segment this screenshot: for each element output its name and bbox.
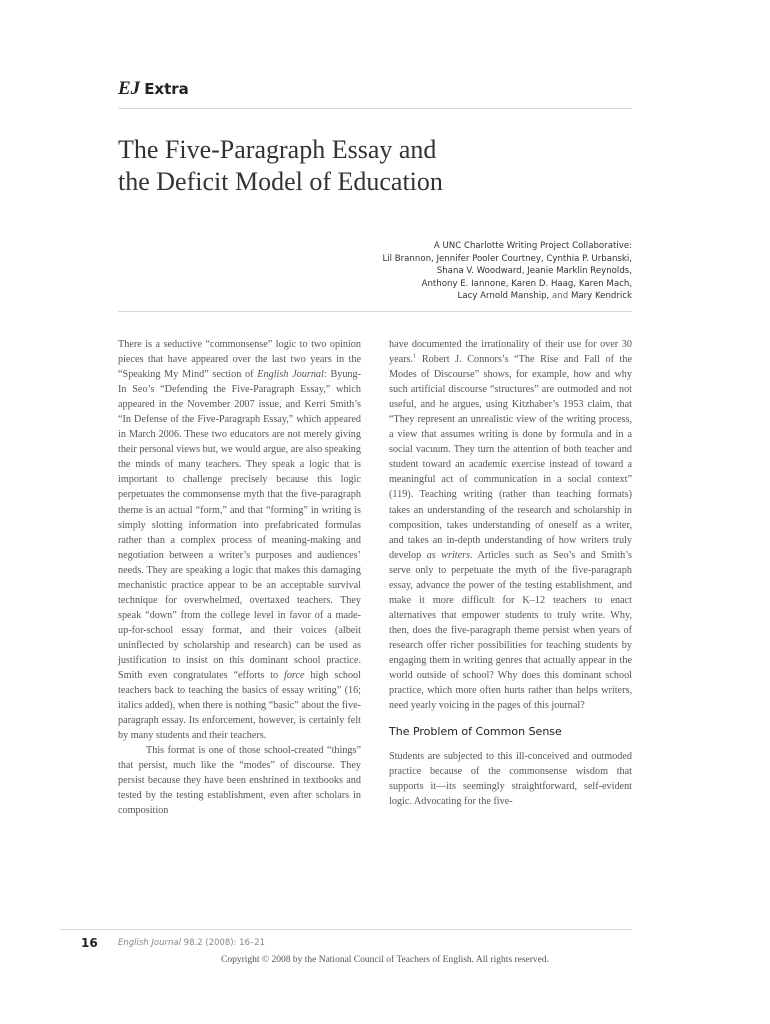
body-column-left — [118, 337, 361, 819]
section-heading: The Problem of Common Sense — [389, 725, 562, 739]
body-column-right — [389, 337, 632, 809]
article-title — [118, 134, 632, 198]
author-line: Lil Brannon, Jennifer Pooler Courtney, Cynthia P. Urbanski, — [382, 253, 632, 264]
text-run: have documented the irrationality of their use for over 30 years. — [389, 339, 632, 366]
author-conjunction: and — [552, 291, 569, 302]
footnote-marker[interactable]: 1 — [413, 352, 417, 360]
paragraph: Students are subjected to this ill-conceived and outmoded practice because of the commonsense wisdom that supports it—its seemingly straightforward, self-evident logic. Advocating for the five- — [389, 751, 632, 808]
copyright-notice: Copyright © 2008 by the National Council of Teachers of English. All rights reserved. — [220, 955, 549, 965]
text-run: high school teachers back to teaching the basics of essay writing” (16; italics added), when there is nothing “basic” about the five-paragraph essay. Its enforcement, however, is certainly felt by many students and their teachers. — [118, 670, 361, 742]
footer-divider — [60, 929, 632, 930]
author-byline — [360, 240, 632, 303]
author-line: A UNC Charlotte Writing Project Collaborative: — [433, 241, 632, 251]
section-header — [118, 78, 632, 109]
title-line-1: The Five-Paragraph Essay and — [118, 135, 437, 164]
title-line-2: the Deficit Model of Education — [118, 167, 443, 196]
page-number: 16 — [81, 936, 98, 950]
author-names: Lacy Arnold Manship, — [457, 291, 550, 302]
journal-name: English Journal — [118, 938, 181, 948]
journal-citation — [118, 938, 265, 948]
author-line — [360, 290, 632, 303]
section-label-extra: Extra — [144, 80, 189, 98]
paragraph — [118, 337, 361, 743]
author-line: Anthony E. Iannone, Karen D. Haag, Karen Mach, — [421, 278, 632, 289]
journal-title-italic: English Journal — [257, 369, 324, 381]
citation-volume: 98.2 (2008): 16–21 — [180, 938, 265, 948]
text-run: . Articles such as Seo’s and Smith’s serve only to perpetuate the myth of the five-paragraph essay, advance the power of the testing establishment, and make it more difficult for K–12 teachers to enact alternatives that empower students to truly write. Why, then, does the five-paragraph theme persist when years of research offer richer possibilities for teaching students by engaging them in writing genres that actually appear in the world outside of school? Why does this dominant school practice, which more often hurts rather than helps writers, need yearly voicing in the pages of this journal? — [389, 549, 632, 712]
text-run: Robert J. Connors’s “The Rise and Fall of the Modes of Discourse” shows, for example, how and why such artificial discourse “structures” are outmoded and not useful, and he argues, using Kitzhaber’s 1953 claim, that “They represent an unrealistic view of the writing process, a view that assumes writing is done by formula and in a social vacuum. They turn the attention of both teacher and student toward an academic exercise instead of toward a meaningful act of communication in a social context” (119). Teaching writing (rather than teaching formats) takes an understanding of the research and scholarship in composition, takes understanding of oneself as a writer, and takes an in-depth understanding of how writers truly develop — [389, 354, 632, 561]
paragraph — [389, 337, 632, 713]
text-run: : Byung-In Seo’s “Defending the Five-Paragraph Essay,” which appeared in the November 2007 issue, and Kerri Smith’s “In Defense of the Five-Paragraph Essay,” which appeared in March 2006. These two educators are not merely giving their personal views but, we would argue, are also speaking the minds of many teachers. They speak a logic that is important to challenge precisely because this logic perpetuates the commonsense myth that the five-paragraph theme is an actual “form,” and that “forming” in writing is simply slotting information into prefabricated formulas rather than a complex process of meaning-making and negotiation between a writer’s purposes and audiences’ needs. They are speaking a logic that makes this damaging mechanistic practice appear to be an acceptable survival technique for overwhelmed, overtaxed teachers. They speak “down” from the college level in favor of a made-up-for-school essay format, and their voices (albeit uninflected by scholarship and research) can be used as justification to insist on this dominant school practice. Smith even congratulates “efforts to — [118, 369, 362, 682]
divider — [118, 311, 632, 312]
emphasis-italic: as writers — [426, 549, 471, 561]
author-names: Mary Kendrick — [570, 291, 632, 302]
paragraph: This format is one of those school-created “things” that persist, much like the “modes” of discourse. They persist because they have been enshrined in textbooks and tested by the testing establishment, even after scholars in composition — [118, 745, 361, 817]
journal-logo-ej: EJ — [118, 78, 141, 99]
emphasis-italic: force — [284, 670, 305, 682]
text-run: There is a seductive “commonsense” logic to two opinion pieces that have appeared over the last two years in the “Speaking My Mind” section of — [118, 339, 361, 381]
author-line: Shana V. Woodward, Jeanie Marklin Reynolds, — [436, 266, 632, 277]
